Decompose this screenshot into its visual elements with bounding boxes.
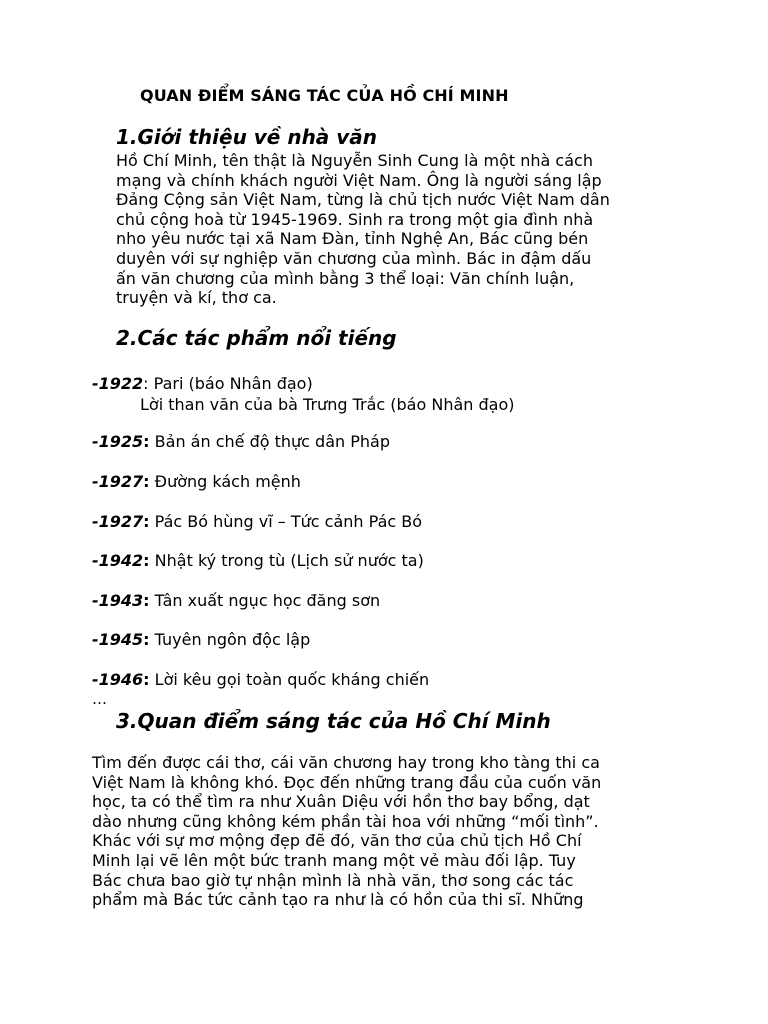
work-title: Pari (báo Nhân đạo) xyxy=(148,374,313,393)
work-entry xyxy=(92,551,424,570)
paragraph-line: phẩm mà Bác tức cảnh tạo ra như là có hồn của thi sĩ. Những xyxy=(92,890,584,910)
paragraph-line: chủ cộng hoà từ 1945-1969. Sinh ra trong một gia đình nhà xyxy=(116,209,594,229)
work-colon: : xyxy=(143,630,150,649)
section-1-heading: 1.Giới thiệu về nhà văn xyxy=(116,125,378,149)
work-entry xyxy=(92,630,310,649)
work-entry xyxy=(92,670,429,689)
work-entry xyxy=(92,512,422,531)
paragraph-line: duyên với sự nghiệp văn chương của mình. Bác in đậm dấu xyxy=(116,248,592,268)
section-3-heading: 3.Quan điểm sáng tác của Hồ Chí Minh xyxy=(116,709,551,733)
work-entry xyxy=(92,374,313,393)
paragraph-line: Hồ Chí Minh, tên thật là Nguyễn Sinh Cung là một nhà cách xyxy=(116,151,593,170)
work-entry xyxy=(92,472,301,491)
work-year: -1943 xyxy=(92,591,144,610)
work-year: -1927 xyxy=(92,512,144,531)
work-title: Nhật ký trong tù (Lịch sử nước ta) xyxy=(149,551,424,570)
work-subline: Lời than văn của bà Trưng Trắc (báo Nhân đạo) xyxy=(140,395,515,414)
work-title: Tuyên ngôn độc lập xyxy=(149,630,311,649)
work-colon: : xyxy=(143,551,150,570)
ellipsis: … xyxy=(92,690,107,708)
section-1-paragraph xyxy=(116,151,610,308)
work-colon: : xyxy=(143,591,150,610)
paragraph-line: ấn văn chương của mình bằng 3 thể loại: Văn chính luận, xyxy=(116,268,575,288)
work-entry xyxy=(92,591,380,610)
paragraph-line: truyện và kí, thơ ca. xyxy=(116,288,277,308)
work-title: Tân xuất ngục học đăng sơn xyxy=(149,591,381,610)
paragraph-line: học, ta có thể tìm ra như Xuân Diệu với hồn thơ bay bổng, dạt xyxy=(92,792,590,812)
work-title: Lời kêu gọi toàn quốc kháng chiến xyxy=(149,670,430,689)
work-title: Pác Bó hùng vĩ – Tức cảnh Pác Bó xyxy=(149,512,423,531)
work-year: -1922 xyxy=(92,374,144,393)
document-title: QUAN ĐIỂM SÁNG TÁC CỦA HỒ CHÍ MINH xyxy=(140,86,509,105)
paragraph-line: dào nhưng cũng không kém phần tài hoa với những “mối tình”. xyxy=(92,811,599,831)
work-year: -1945 xyxy=(92,630,144,649)
paragraph-line: Khác với sự mơ mộng đẹp đẽ đó, văn thơ của chủ tịch Hồ Chí xyxy=(92,831,582,851)
work-year: -1925 xyxy=(92,432,144,451)
work-colon: : xyxy=(143,670,150,689)
work-colon: : xyxy=(143,472,150,491)
work-colon: : xyxy=(143,374,149,393)
paragraph-line: Việt Nam là không khó. Đọc đến những trang đầu của cuốn văn xyxy=(92,772,602,792)
work-year: -1946 xyxy=(92,670,144,689)
paragraph-line: Đảng Cộng sản Việt Nam, từng là chủ tịch nước Việt Nam dân xyxy=(116,190,610,210)
work-entry xyxy=(92,432,390,451)
paragraph-line: Minh lại vẽ lên một bức tranh mang một vẻ màu đối lập. Tuy xyxy=(92,850,576,870)
work-year: -1942 xyxy=(92,551,144,570)
work-title: Bản án chế độ thực dân Pháp xyxy=(149,432,390,451)
paragraph-line: Tìm đến được cái thơ, cái văn chương hay trong kho tàng thi ca xyxy=(92,753,600,772)
section-2-heading: 2.Các tác phẩm nổi tiếng xyxy=(116,326,397,350)
paragraph-line: nho yêu nước tại xã Nam Đàn, tỉnh Nghệ An, Bác cũng bén xyxy=(116,229,589,249)
paragraph-line: mạng và chính khách người Việt Nam. Ông là người sáng lập xyxy=(116,170,602,190)
work-year: -1927 xyxy=(92,472,144,491)
work-colon: : xyxy=(143,432,150,451)
section-3-paragraph xyxy=(92,753,601,910)
paragraph-line: Bác chưa bao giờ tự nhận mình là nhà văn, thơ song các tác xyxy=(92,870,574,890)
work-title: Đường kách mệnh xyxy=(149,472,301,491)
work-colon: : xyxy=(143,512,150,531)
